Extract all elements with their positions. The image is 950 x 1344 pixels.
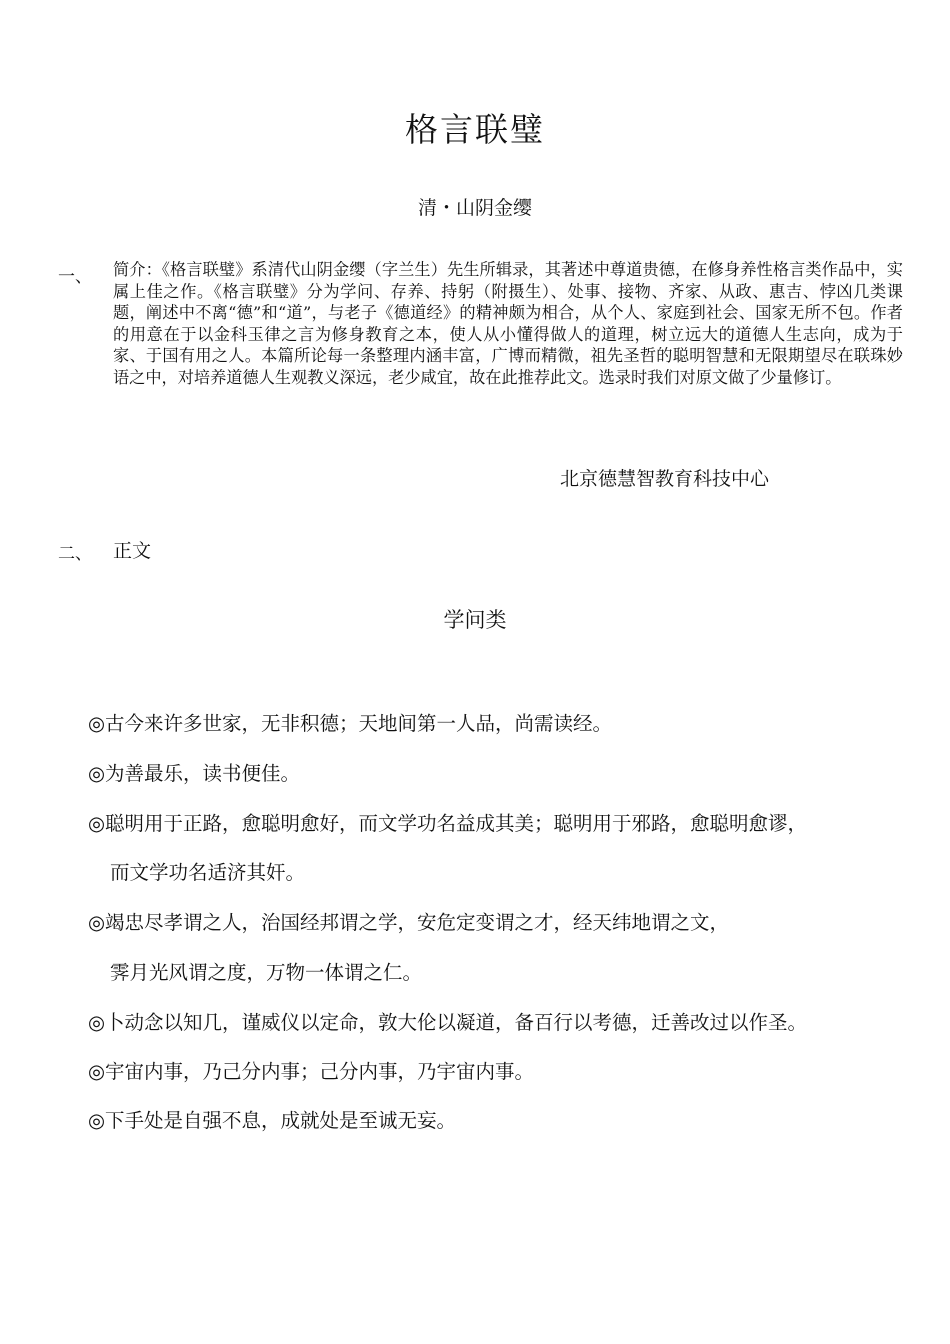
maxim-item: ◎下手处是自强不息，成就处是至诚无妄。 bbox=[88, 1109, 457, 1132]
section-2-number: 二、 bbox=[58, 544, 92, 564]
section-2-label: 正文 bbox=[113, 540, 152, 562]
document-title: 格言联璧 bbox=[405, 110, 545, 149]
maxim-item: ◎宇宙内事，乃己分内事；己分内事，乃宇宙内事。 bbox=[88, 1060, 535, 1083]
intro-paragraph: 简介：《格言联璧》系清代山阴金缨（字兰生）先生所辑录，其著述中尊道贵德，在修身养性格言类作品中，实属上佳之作。《格言联璧》分为学问、存养、持躬（附摄生）、处事、接物、齐家、从政、惠吉、悖凶几类课题，阐述中不离“德”和“道”，与老子《德道经》的精神颇为相合，从个人、家庭到社会、国家无所不包。作者的用意在于以金科玉律之言为修身教育之本，使人从小懂得做人的道理，树立远大的道德人生志向，成为于家、于国有用之人。本篇所论每一条整理内涵丰富，广博而精微，祖先圣哲的聪明智慧和无限期望尽在联珠妙语之中，对培养道德人生观教义深远，老少咸宜，故在此推荐此文。选录时我们对原文做了少量修订。 bbox=[113, 260, 903, 387]
maxim-item: ◎卜动念以知几，谨威仪以定命，敦大伦以凝道，备百行以考德，迁善改过以作圣。 bbox=[88, 1011, 808, 1034]
maxim-item: ◎古今来许多世家，无非积德；天地间第一人品，尚需读经。 bbox=[88, 712, 613, 735]
section-1-number: 一、 bbox=[58, 267, 92, 287]
document-author: 清・山阴金缨 bbox=[417, 197, 532, 219]
category-heading: 学问类 bbox=[443, 608, 507, 632]
maxim-continuation: 霁月光风谓之度，万物一体谓之仁。 bbox=[110, 961, 423, 984]
maxim-item: ◎为善最乐，读书便佳。 bbox=[88, 762, 301, 785]
maxim-item: ◎聪明用于正路，愈聪明愈好，而文学功名益成其美；聪明用于邪路，愈聪明愈谬， bbox=[88, 812, 808, 835]
maxim-item: ◎竭忠尽孝谓之人，治国经邦谓之学，安危定变谓之才，经天纬地谓之文， bbox=[88, 911, 730, 934]
maxim-continuation: 而文学功名适济其奸。 bbox=[110, 861, 306, 884]
organization-signature: 北京德慧智教育科技中心 bbox=[560, 468, 770, 490]
